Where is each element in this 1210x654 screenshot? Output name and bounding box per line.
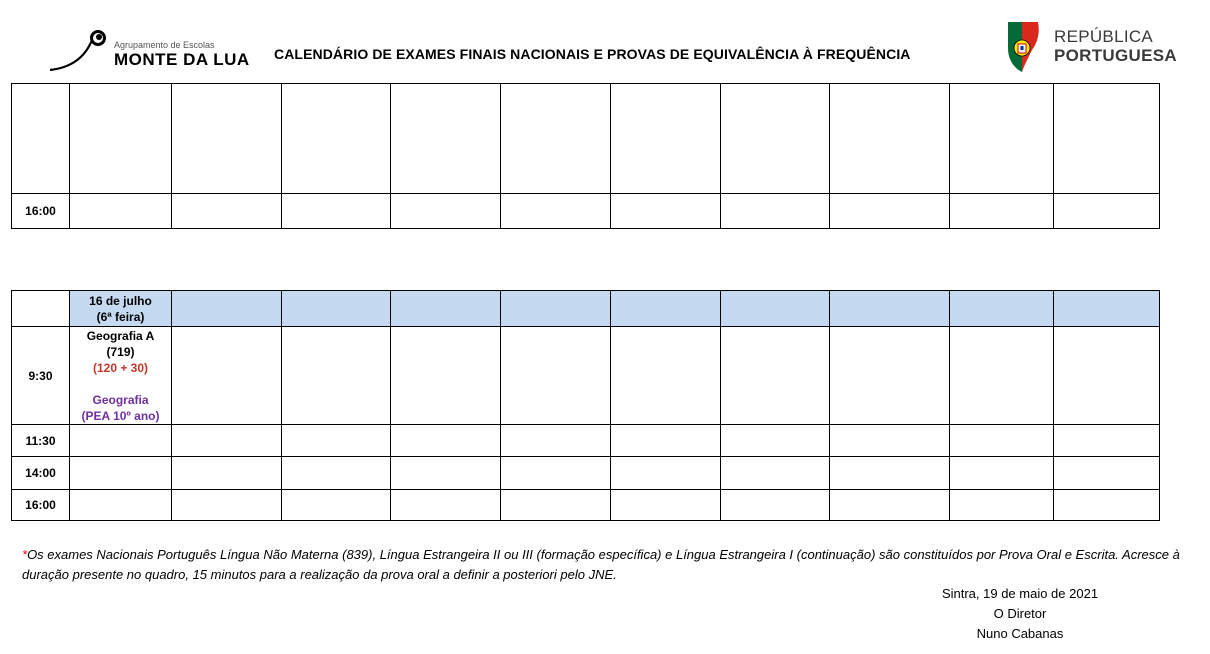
table-row: [12, 84, 1160, 194]
table-cell: [12, 84, 70, 194]
table-cell: [70, 84, 172, 194]
table-cell: [282, 490, 391, 521]
time-slot-label: 9:30: [12, 327, 70, 425]
table-cell: [282, 327, 391, 425]
exam-cell: [70, 327, 172, 425]
table-cell: [172, 457, 282, 490]
exam-code: (719): [106, 344, 135, 359]
schedule-table-july-16: [11, 290, 1160, 521]
table-cell: [721, 457, 830, 490]
signature-name: Nuno Cabanas: [976, 626, 1064, 641]
table-cell: [1054, 327, 1160, 425]
table-cell: [172, 490, 282, 521]
table-cell: [70, 425, 172, 457]
time-slot-label: 16:00: [12, 490, 70, 521]
table-cell: [611, 490, 721, 521]
table-cell: [611, 425, 721, 457]
table-cell: [721, 194, 830, 229]
signature-block: [900, 584, 1140, 644]
day-header: [70, 291, 172, 327]
page-title: CALENDÁRIO DE EXAMES FINAIS NACIONAIS E PROVAS DE EQUIVALÊNCIA À FREQUÊNCIA: [274, 46, 911, 62]
table-cell: [950, 194, 1054, 229]
table-cell: [70, 194, 172, 229]
table-cell: [1054, 194, 1160, 229]
table-row: [12, 425, 1160, 457]
time-slot-label: 14:00: [12, 457, 70, 490]
republic-logo-line1: REPÚBLICA: [1054, 27, 1154, 46]
peq-detail: (PEA 10º ano): [81, 408, 160, 423]
school-logo-subtitle: Agrupamento de Escolas: [114, 40, 215, 50]
table-header-row: [12, 291, 1160, 327]
table-cell: [611, 84, 721, 194]
table-cell: [282, 457, 391, 490]
day-header-empty: [950, 291, 1054, 327]
table-cell: [172, 194, 282, 229]
table-cell: [70, 490, 172, 521]
table-cell: [391, 425, 501, 457]
table-corner-cell: [12, 291, 70, 327]
table-row: [12, 457, 1160, 490]
table-cell: [721, 425, 830, 457]
table-cell: [721, 84, 830, 194]
table-cell: [1054, 425, 1160, 457]
day-header-empty: [611, 291, 721, 327]
table-cell: [391, 457, 501, 490]
table-cell: [1054, 490, 1160, 521]
schedule-table-top: [11, 83, 1160, 229]
day-header-empty: [1054, 291, 1160, 327]
table-cell: [721, 327, 830, 425]
school-logo: [48, 26, 248, 74]
day-header-weekday: (6ª feira): [96, 309, 145, 324]
signature-place-date: Sintra, 19 de maio de 2021: [941, 586, 1099, 601]
table-cell: [1054, 84, 1160, 194]
table-cell: [391, 490, 501, 521]
table-cell: [611, 327, 721, 425]
table-cell: [391, 84, 501, 194]
page-header: [0, 0, 1210, 82]
table-cell: [950, 327, 1054, 425]
table-cell: [282, 84, 391, 194]
table-cell: [391, 327, 501, 425]
table-cell: [391, 194, 501, 229]
table-cell: [611, 457, 721, 490]
signature-role: O Diretor: [993, 606, 1047, 621]
footnote: [22, 545, 1197, 585]
table-cell: [1054, 457, 1160, 490]
table-cell: [721, 490, 830, 521]
table-cell: [282, 194, 391, 229]
portugal-emblem-icon: [1004, 18, 1044, 74]
time-slot-label: 16:00: [12, 194, 70, 229]
day-header-empty: [721, 291, 830, 327]
table-cell: [950, 84, 1054, 194]
table-cell: [501, 194, 611, 229]
table-cell: [950, 457, 1054, 490]
table-cell: [830, 425, 950, 457]
table-cell: [70, 457, 172, 490]
exam-name: Geografia A: [86, 328, 155, 343]
table-cell: [172, 327, 282, 425]
day-header-empty: [391, 291, 501, 327]
day-header-empty: [830, 291, 950, 327]
moon-logo-icon: [48, 26, 118, 74]
school-logo-name: MONTE DA LUA: [114, 50, 250, 69]
table-cell: [830, 194, 950, 229]
day-header-empty: [501, 291, 611, 327]
table-cell: [501, 490, 611, 521]
peq-name: Geografia: [92, 392, 149, 407]
table-cell: [830, 327, 950, 425]
table-cell: [501, 425, 611, 457]
table-cell: [501, 327, 611, 425]
time-slot-label: 11:30: [12, 425, 70, 457]
exam-duration: (120 + 30): [92, 360, 149, 375]
table-cell: [611, 194, 721, 229]
table-cell: [172, 84, 282, 194]
table-cell: [172, 425, 282, 457]
table-cell: [501, 84, 611, 194]
table-row: [12, 327, 1160, 425]
table-cell: [282, 425, 391, 457]
table-cell: [950, 490, 1054, 521]
table-row: [12, 490, 1160, 521]
table-cell: [501, 457, 611, 490]
table-cell: [830, 490, 950, 521]
day-header-empty: [282, 291, 391, 327]
table-cell: [830, 457, 950, 490]
table-cell: [950, 425, 1054, 457]
day-header-empty: [172, 291, 282, 327]
table-row: [12, 194, 1160, 229]
footnote-asterisk: *: [22, 547, 28, 562]
footnote-text: Os exames Nacionais Português Língua Não Materna (839), Língua Estrangeira II ou III (formação específica) e Língua Estrangeira I (continuação) são constituídos por Prova Oral e Escrita. Acresce à duração presente no quadro, 15 minutos para a realização da prova oral a definir a posteriori pelo JNE.: [22, 547, 1180, 582]
day-header-date: 16 de julho: [89, 293, 152, 308]
republic-logo: [1004, 18, 1184, 74]
republic-logo-line2: PORTUGUESA: [1054, 46, 1177, 65]
table-cell: [830, 84, 950, 194]
